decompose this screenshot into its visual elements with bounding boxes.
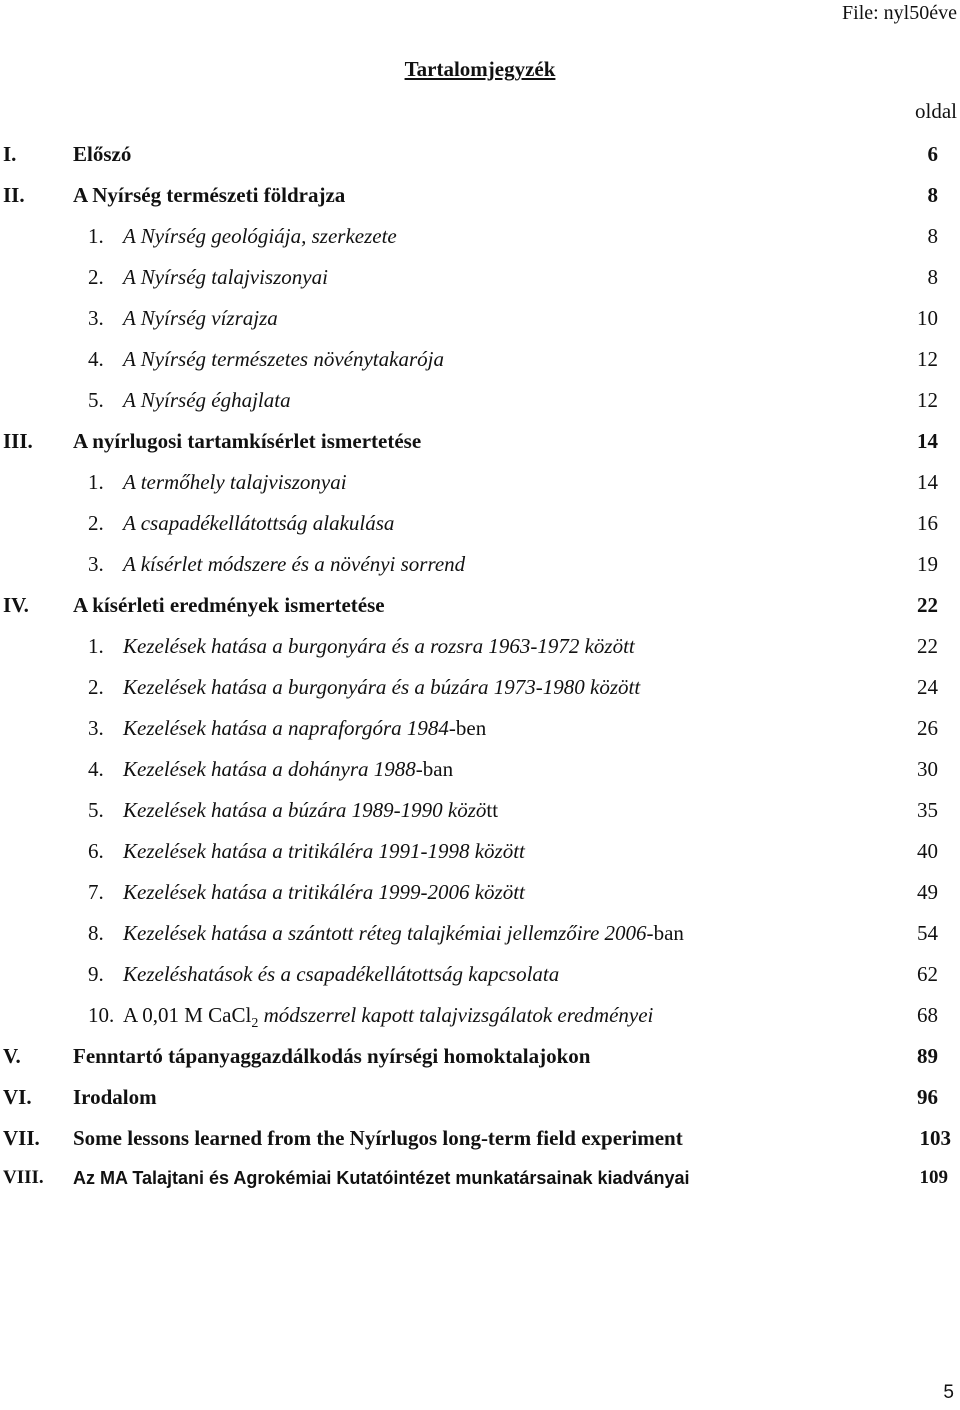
entry-number: 2. [88,675,104,699]
entry-number: 5. [88,798,104,822]
toc-subentry [0,795,960,825]
entry-number: 3. [88,306,104,330]
entry-page: 12 [917,347,938,371]
toc-entry [0,426,960,456]
entry-page: 24 [917,675,938,699]
entry-title-main: Kezelések hatása a búzára 1989-1990 közö [123,798,487,822]
entry-number: 3. [88,552,104,576]
entry-title: Kezelések hatása a burgonyára és a rozsra 1963-1972 között [123,634,635,658]
entry-number: 1. [88,224,104,248]
entry-title: Kezelések hatása a tritikáléra 1991-1998 között [123,839,525,863]
entry-title [123,754,453,784]
entry-number: 4. [88,347,104,371]
toc-subentry [0,262,960,292]
entry-title: A csapadékellátottság alakulása [123,511,395,535]
entry-number: 3. [88,716,104,740]
toc-subentry [0,836,960,866]
entry-title-suffix: ben [455,716,487,740]
toc-subentry [0,754,960,784]
entry-title-main: Kezelések hatása a napraforgóra 1984- [123,716,456,740]
entry-title-subscript: 2 [251,1016,259,1032]
entry-title-main: módszerrel kapott talajvizsgálatok eredményei [258,1003,654,1027]
toc-entry [0,1123,960,1153]
entry-page: 103 [919,1126,951,1150]
toc-subentry [0,713,960,743]
entry-title: A Nyírség éghajlata [123,388,291,412]
entry-roman: IV. [3,593,29,617]
entry-page: 12 [917,388,938,412]
entry-title: A Nyírség geológiája, szerkezete [123,224,397,248]
entry-page: 8 [927,265,938,289]
entry-title: Irodalom [73,1085,157,1109]
entry-page: 14 [917,470,938,494]
entry-title [123,795,498,825]
entry-title: A kísérlet módszere és a növényi sorrend [123,552,466,576]
entry-number: 9. [88,962,104,986]
entry-title-suffix: ban [653,921,684,945]
entry-page: 6 [927,142,938,166]
entry-page: 19 [917,552,938,576]
toc-subentry [0,877,960,907]
entry-page: 40 [917,839,938,863]
entry-page: 16 [917,511,938,535]
entry-page: 30 [917,757,938,781]
entry-title-main: Kezelések hatása a dohányra 1988- [123,757,423,781]
entry-page: 49 [917,880,938,904]
entry-roman: V. [3,1044,21,1068]
toc-subentry [0,344,960,374]
entry-roman: I. [3,142,17,166]
entry-title: A kísérleti eredmények ismertetése [73,593,385,617]
entry-page: 68 [917,1003,938,1027]
entry-roman: VI. [3,1085,32,1109]
entry-title: Kezeléshatások és a csapadékellátottság kapcsolata [123,962,560,986]
file-label: File: nyl50éve [842,2,957,24]
entry-title-prefix: A 0,01 M CaCl [123,1003,252,1027]
entry-number: 1. [88,470,104,494]
entry-title: Kezelések hatása a tritikáléra 1999-2006 között [123,880,525,904]
toc-entry [0,1041,960,1071]
toc-entry [0,139,960,169]
page-number: 5 [943,1382,954,1403]
entry-number: 5. [88,388,104,412]
entry-page: 109 [919,1167,948,1188]
entry-page: 8 [927,183,938,207]
entry-title: Előszó [73,142,132,166]
entry-title: A Nyírség vízrajza [123,306,278,330]
entry-title-suffix: tt [486,798,499,822]
entry-page: 26 [917,716,938,740]
toc-subentry [0,631,960,661]
entry-title [123,1000,653,1039]
entry-title [123,713,486,743]
entry-number: 2. [88,265,104,289]
toc-subentry [0,221,960,251]
entry-number: 10. [88,1003,115,1027]
entry-number: 7. [88,880,104,904]
entry-number: 6. [88,839,104,863]
toc-entry [0,1082,960,1112]
entry-title: A Nyírség talajviszonyai [123,265,328,289]
toc-subentry [0,303,960,333]
toc-subentry [0,1000,960,1030]
entry-page: 14 [917,429,938,453]
entry-page: 10 [917,306,938,330]
toc-subentry [0,508,960,538]
entry-title: A Nyírség természeti földrajza [73,183,346,207]
entry-title: A termőhely talajviszonyai [123,470,347,494]
entry-number: 4. [88,757,104,781]
entry-title: A Nyírség természetes növénytakarója [123,347,444,371]
toc-title: Tartalomjegyzék [404,57,556,81]
entry-page: 62 [917,962,938,986]
toc-entry [0,590,960,620]
entry-number: 2. [88,511,104,535]
toc-subentry [0,467,960,497]
entry-roman: VII. [3,1126,40,1150]
entry-page: 8 [927,224,938,248]
entry-page: 89 [917,1044,938,1068]
entry-title-main: Kezelések hatása a szántott réteg talajkémiai jellemzőire 2006- [123,921,654,945]
entry-page: 54 [917,921,938,945]
toc-subentry [0,549,960,579]
entry-title: Az MA Talajtani és Agrokémiai Kutatóintézet munkatársainak kiadványai [73,1168,690,1188]
entry-title [123,918,684,948]
entry-number: 8. [88,921,104,945]
entry-number: 1. [88,634,104,658]
entry-roman: VIII. [3,1167,44,1188]
entry-roman: II. [3,183,25,207]
page-column-label: oldal [915,99,957,123]
entry-page: 35 [917,798,938,822]
entry-page: 22 [917,593,938,617]
toc-entry [0,1163,960,1193]
toc-subentry [0,918,960,948]
toc-entry [0,180,960,210]
entry-title: Kezelések hatása a burgonyára és a búzára 1973-1980 között [123,675,641,699]
entry-title: Fenntartó tápanyaggazdálkodás nyírségi homoktalajokon [73,1044,591,1068]
entry-page: 96 [917,1085,938,1109]
entry-title-suffix: ban [422,757,454,781]
toc-subentry [0,959,960,989]
entry-roman: III. [3,429,33,453]
toc-subentry [0,385,960,415]
entry-title: Some lessons learned from the Nyírlugos long-term field experiment [73,1126,683,1150]
entry-title: A nyírlugosi tartamkísérlet ismertetése [73,429,422,453]
toc-subentry [0,672,960,702]
entry-page: 22 [917,634,938,658]
